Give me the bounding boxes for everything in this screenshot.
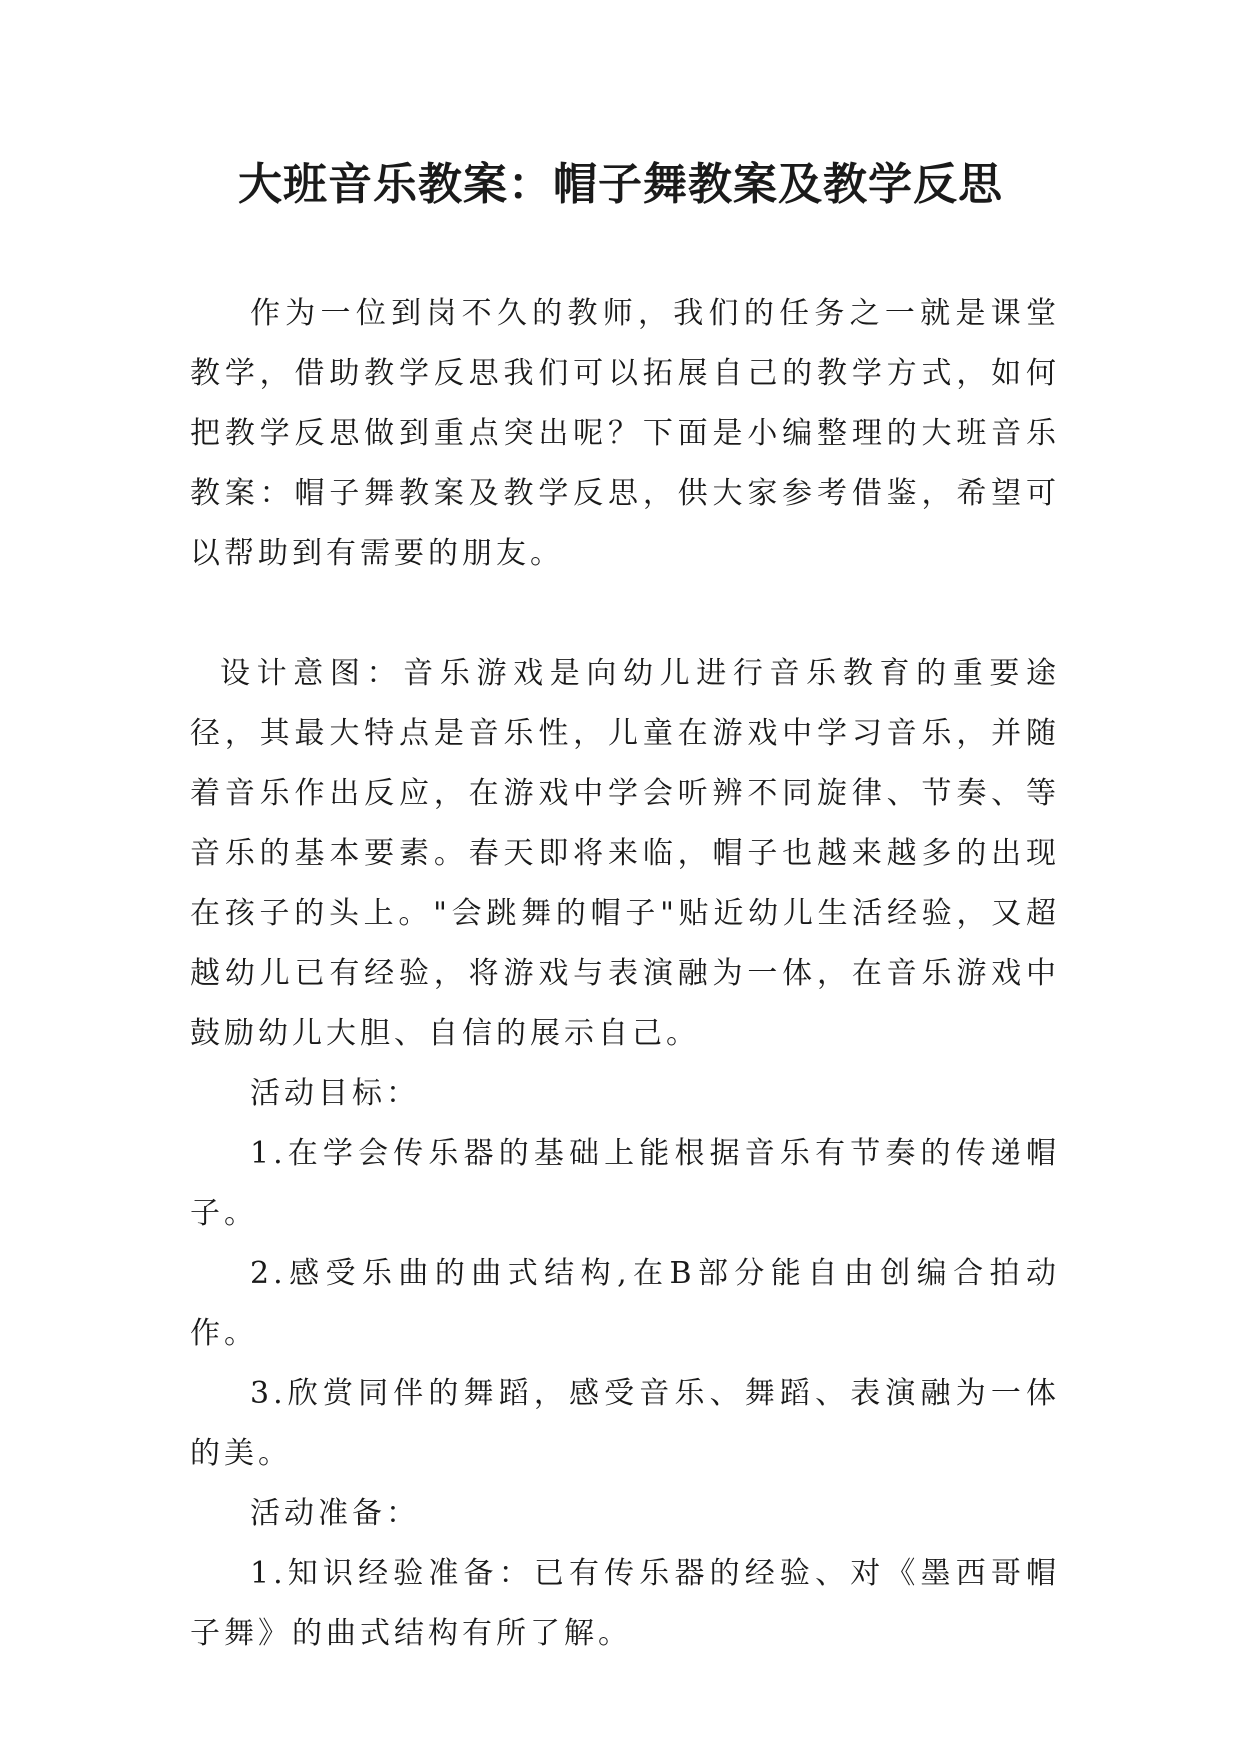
document-title: 大班音乐教案：帽子舞教案及教学反思 bbox=[238, 159, 1003, 210]
prep-heading: 活动准备： bbox=[250, 1496, 420, 1531]
goals-heading: 活动目标： bbox=[250, 1076, 420, 1111]
goal-item: 3.欣赏同伴的舞蹈，感受音乐、舞蹈、表演融为一体的美。 bbox=[190, 1376, 1060, 1471]
goal-item: 2.感受乐曲的曲式结构,在B部分能自由创编合拍动作。 bbox=[190, 1256, 1060, 1351]
prep-item: 1.知识经验准备：已有传乐器的经验、对《墨西哥帽子舞》的曲式结构有所了解。 bbox=[190, 1556, 1060, 1651]
design-intent-paragraph: 设计意图：音乐游戏是向幼儿进行音乐教育的重要途径，其最大特点是音乐性，儿童在游戏中学习音乐，并随着音乐作出反应，在游戏中学会听辨不同旋律、节奏、等音乐的基本要素。春天即将来临，帽子也越来越多的出现在孩子的头上。"会跳舞的帽子"贴近幼儿生活经验，又超越幼儿已有经验，将游戏与表演融为一体，在音乐游戏中鼓励幼儿大胆、自信的展示自己。 bbox=[190, 656, 1060, 1051]
intro-paragraph: 作为一位到岗不久的教师，我们的任务之一就是课堂教学，借助教学反思我们可以拓展自己的教学方式，如何把教学反思做到重点突出呢？下面是小编整理的大班音乐教案：帽子舞教案及教学反思，供大家参考借鉴，希望可以帮助到有需要的朋友。 bbox=[190, 296, 1060, 571]
paragraph-spacer bbox=[190, 584, 1060, 644]
document-body bbox=[190, 284, 1060, 1664]
goal-item: 1.在学会传乐器的基础上能根据音乐有节奏的传递帽子。 bbox=[190, 1136, 1060, 1231]
